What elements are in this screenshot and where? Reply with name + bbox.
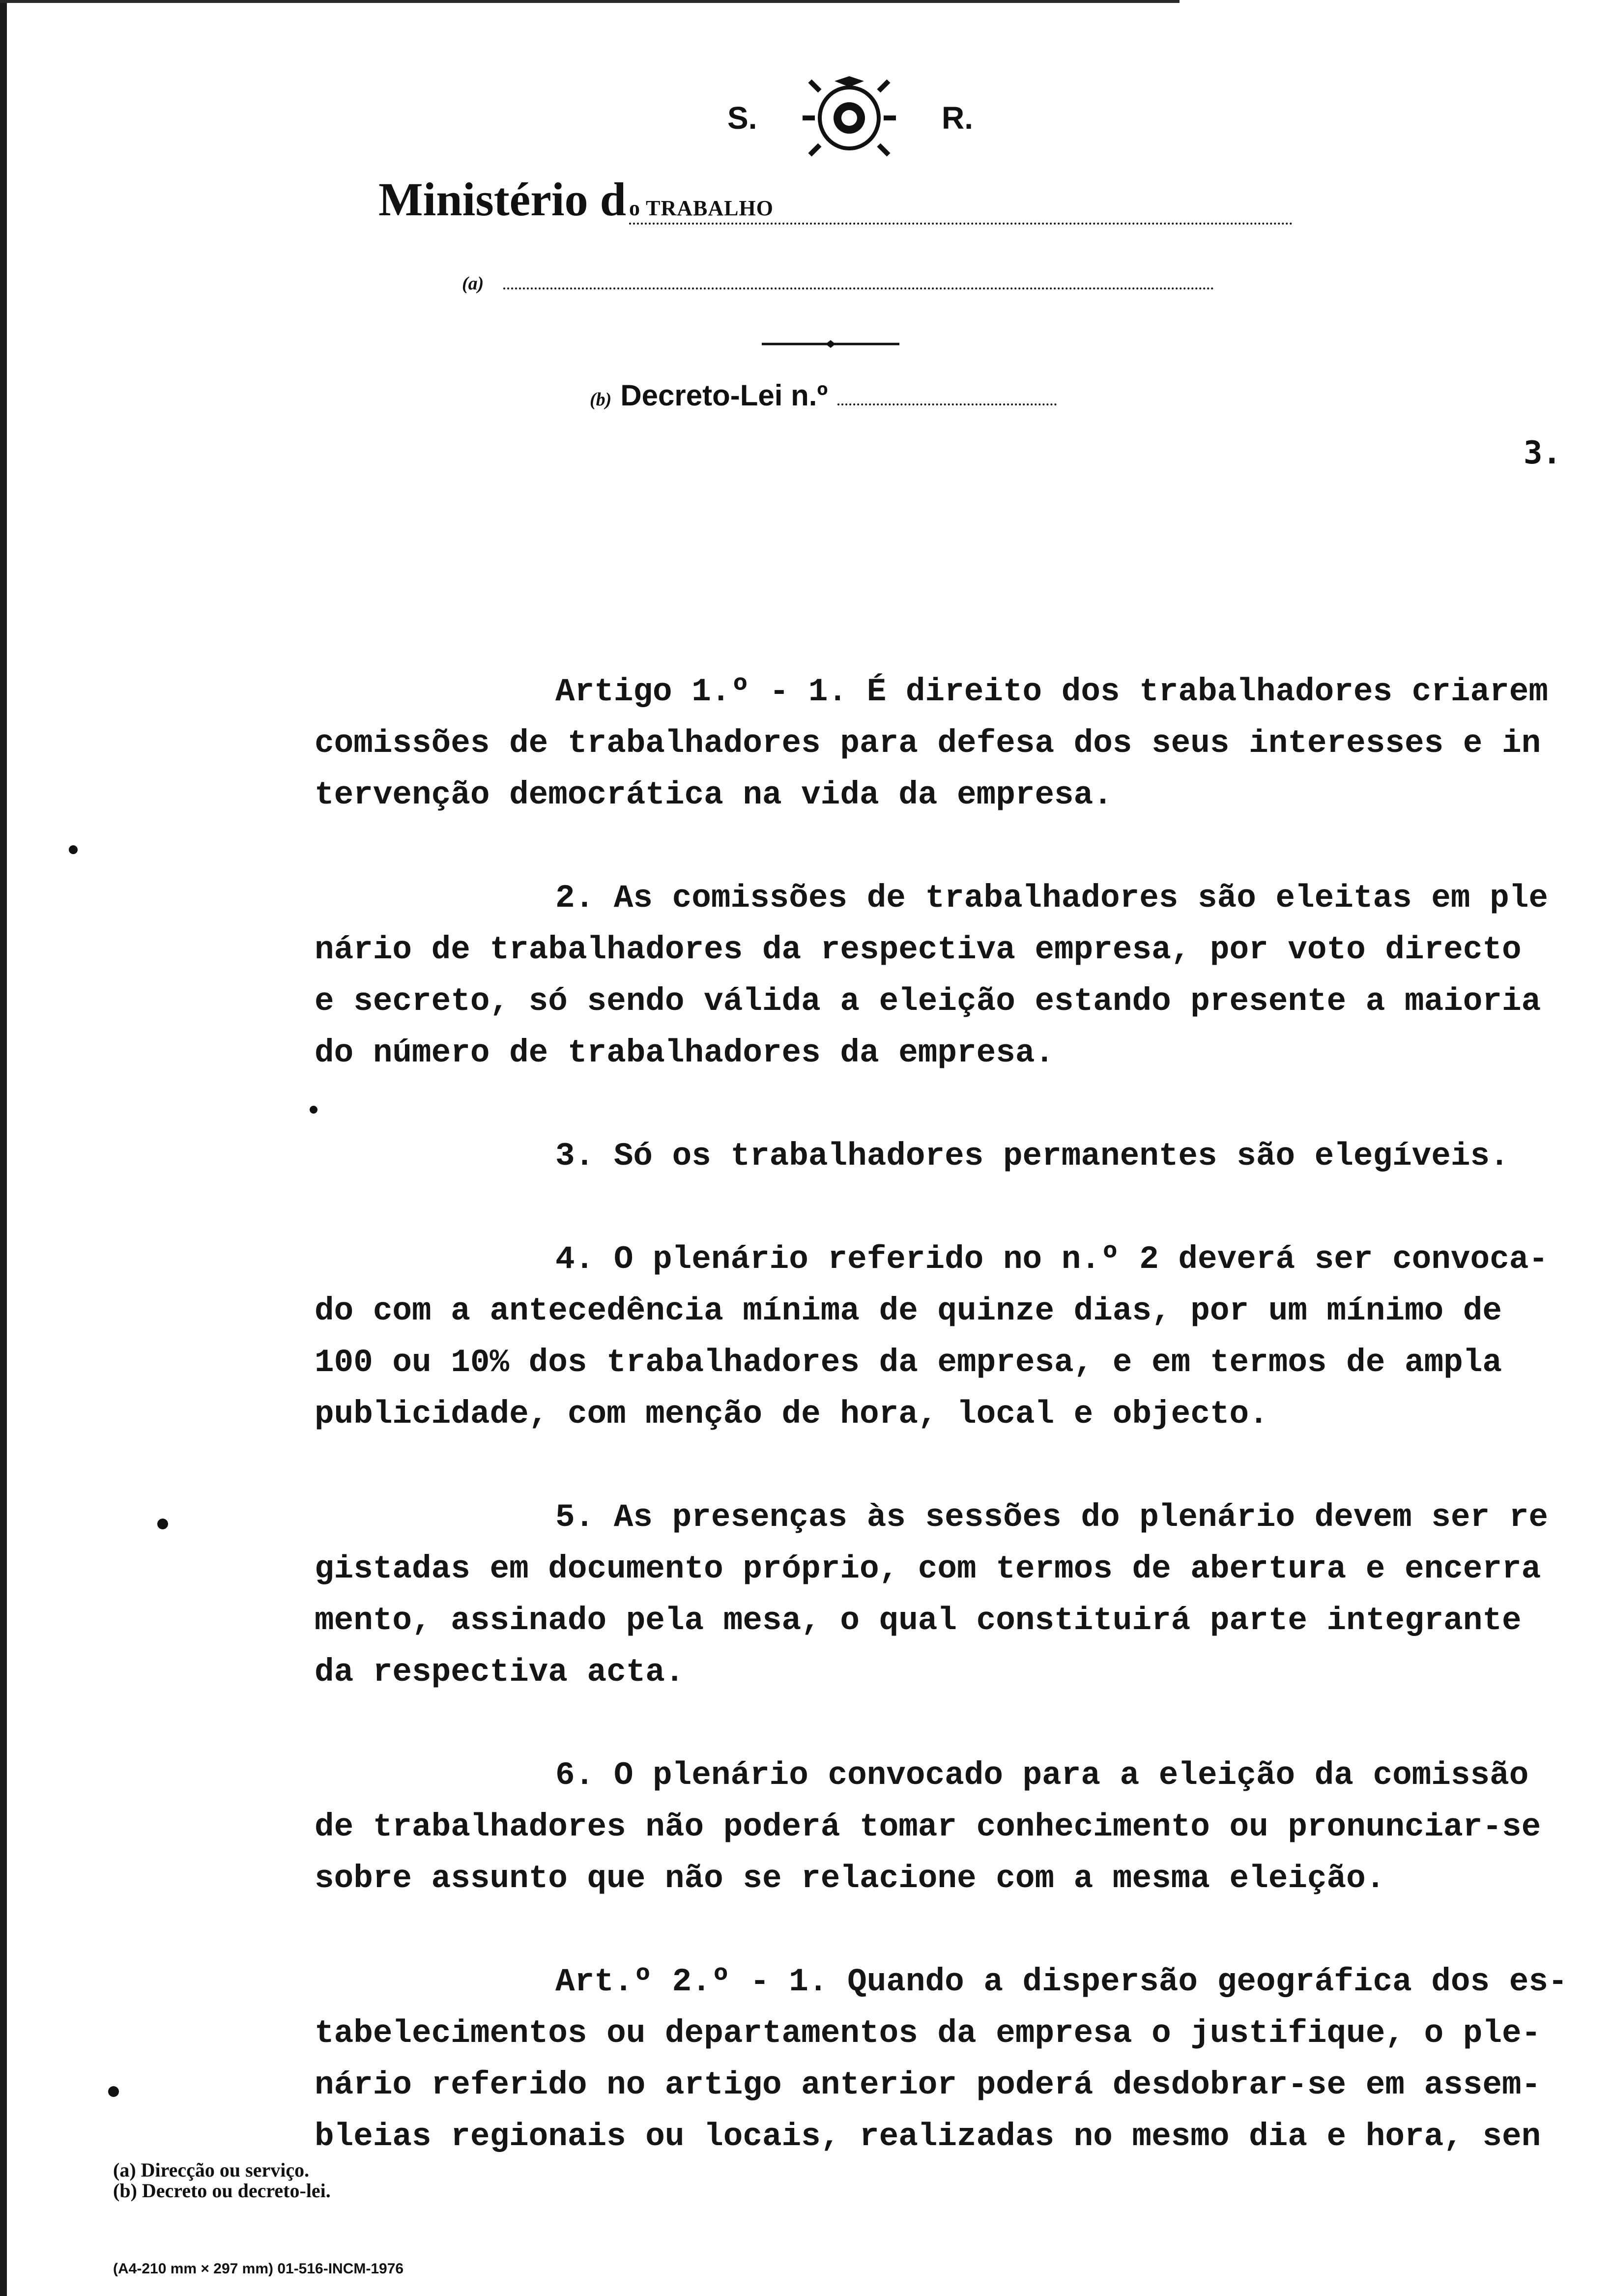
text-line: de trabalhadores não poderá tomar conhecimento ou pronunciar-se [315,1808,1541,1845]
paragraph [315,1130,1592,1182]
text-line: 3. Só os trabalhadores permanentes são elegíveis. [555,1138,1509,1175]
paragraph [315,1492,1592,1698]
text-line: tervenção democrática na vida da empresa. [315,776,1113,813]
text-line: gistadas em documento próprio, com termos de abertura e encerra [315,1550,1541,1587]
text-line: mento, assinado pela mesa, o qual constituirá parte integrante [315,1602,1522,1639]
print-code: (A4-210 mm × 297 mm) 01-516-INCM-1976 [113,2261,404,2277]
text-line: sobre assunto que não se relacione com a mesma eleição. [315,1860,1385,1897]
letter-s: S. [727,100,757,136]
document-body [315,666,1592,2214]
paragraph [315,1956,1592,2162]
scan-speck [108,2086,119,2097]
footnotes [113,2160,331,2201]
footnote-mark-b: (b) [590,389,612,410]
text-line: Artigo 1.º - 1. É direito dos trabalhadores criarem [555,673,1548,710]
decree-label: Decreto-Lei n.º [620,379,828,412]
service-blank [503,278,1214,289]
footnote-b: (b) Decreto ou decreto-lei. [113,2180,331,2202]
decree-line [590,378,1057,412]
text-line: do número de trabalhadores da empresa. [315,1034,1055,1071]
text-line: bleias regionais ou locais, realizadas no mesmo dia e hora, sen [315,2118,1541,2155]
scan-speck [310,1106,317,1114]
scan-speck [69,845,78,854]
paragraph [315,1750,1592,1904]
service-line [462,273,1214,294]
coat-of-arms-icon [800,76,898,160]
footnote-mark-a: (a) [462,273,484,294]
letter-r: R. [942,100,973,136]
paragraph [315,872,1592,1079]
ministry-name: o TRABALHO [629,196,1293,225]
text-line: publicidade, com menção de hora, local e objecto. [315,1396,1268,1433]
decree-number-blank [837,394,1057,405]
scan-speck [157,1519,168,1529]
text-line: e secreto, só sendo válida a eleição estando presente a maioria [315,983,1541,1020]
text-line: 4. O plenário referido no n.º 2 deverá ser convoca- [555,1241,1548,1278]
text-line: do com a antecedência mínima de quinze dias, por um mínimo de [315,1292,1502,1329]
page-number: 3. [1524,435,1562,471]
text-line: da respectiva acta. [315,1654,685,1691]
text-line: nário referido no artigo anterior poderá desdobrar-se em assem- [315,2066,1541,2103]
letterhead [727,79,973,157]
text-line: 6. O plenário convocado para a eleição da comissão [555,1757,1529,1794]
text-line: nário de trabalhadores da respectiva empresa, por voto directo [315,931,1522,968]
footnote-a: (a) Direcção ou serviço. [113,2159,310,2181]
scan-edge-left [0,0,7,2296]
paragraph [315,666,1592,821]
paragraph [315,1234,1592,1440]
ministry-line [378,172,1293,227]
diamond-divider [762,339,899,349]
text-line: 100 ou 10% dos trabalhadores da empresa, e em termos de ampla [315,1344,1502,1381]
text-line: tabelecimentos ou departamentos da empresa o justifique, o ple- [315,2015,1541,2052]
text-line: 5. As presenças às sessões do plenário devem ser re [555,1499,1548,1536]
scan-edge-top [0,0,1180,3]
ministry-label: Ministério d [378,173,626,226]
text-line: 2. As comissões de trabalhadores são eleitas em ple [555,880,1548,917]
text-line: comissões de trabalhadores para defesa dos seus interesses e in [315,725,1541,762]
text-line: Art.º 2.º - 1. Quando a dispersão geográfica dos es- [555,1963,1568,2000]
